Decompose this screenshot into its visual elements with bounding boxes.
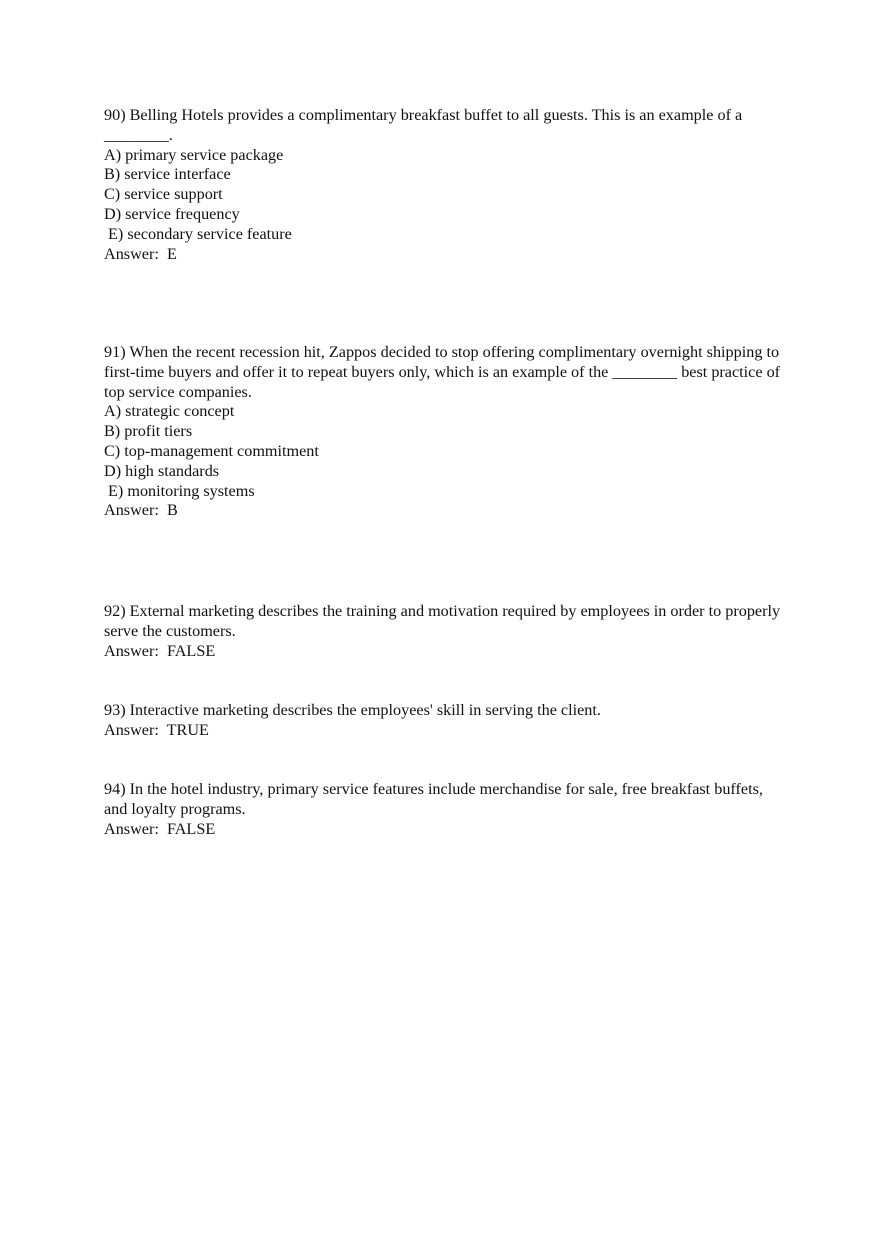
- question-text: 92) External marketing describes the training and motivation required by employees in order to properly serve the customers.: [104, 602, 781, 640]
- answer-line: Answer: FALSE: [104, 641, 216, 660]
- question-text: 94) In the hotel industry, primary service features include merchandise for sale, free breakfast buffets, and loyalty programs.: [104, 780, 763, 818]
- answer-line: Answer: B: [104, 501, 178, 520]
- option-a: A) strategic concept: [104, 402, 235, 421]
- option-b: B) profit tiers: [104, 422, 193, 441]
- option-d: D) high standards: [104, 461, 220, 480]
- question-text: 90) Belling Hotels provides a complimentary breakfast buffet to all guests. This is an example of a ________.: [104, 106, 743, 144]
- question-94: [104, 780, 784, 839]
- question-93: [104, 701, 784, 741]
- option-a: A) primary service package: [104, 145, 284, 164]
- question-text: 93) Interactive marketing describes the employees' skill in serving the client.: [104, 701, 601, 719]
- answer-line: Answer: FALSE: [104, 819, 216, 838]
- answer-line: Answer: E: [104, 244, 177, 263]
- option-c: C) top-management commitment: [104, 441, 319, 460]
- answer-line: Answer: TRUE: [104, 720, 209, 739]
- option-e: E) monitoring systems: [104, 481, 255, 500]
- option-b: B) service interface: [104, 165, 231, 184]
- question-90: [104, 106, 784, 264]
- option-e: E) secondary service feature: [104, 224, 292, 243]
- option-c: C) service support: [104, 185, 223, 204]
- question-91: [104, 343, 784, 521]
- option-d: D) service frequency: [104, 204, 240, 223]
- question-text: 91) When the recent recession hit, Zappos decided to stop offering complimentary overnight shipping to first-time buyers and offer it to repeat buyers only, which is an example of the ________ best practice of top service companies.: [104, 343, 781, 401]
- question-92: [104, 602, 784, 661]
